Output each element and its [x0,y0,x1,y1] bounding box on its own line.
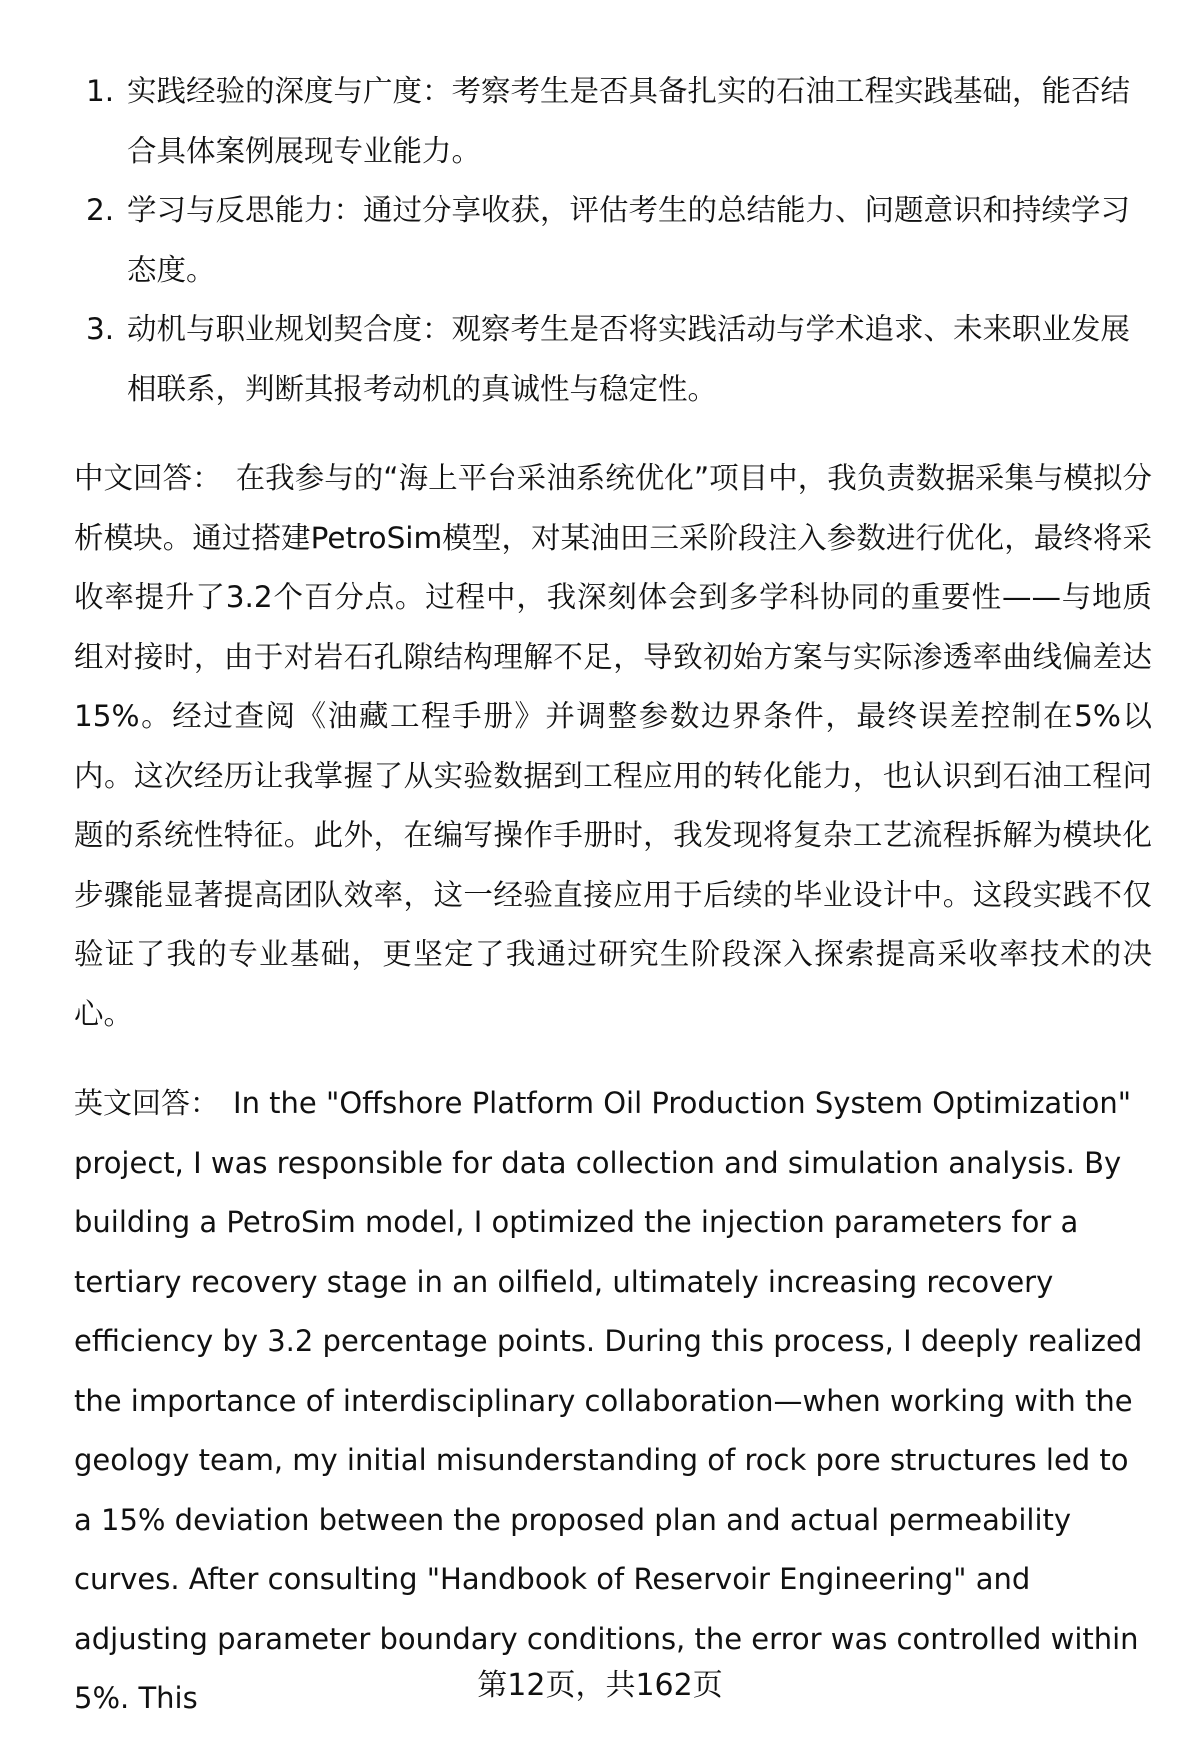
page-content [74,62,1152,1729]
list-item [74,181,1152,300]
list-item-text: 实践经验的深度与广度：考察考生是否具备扎实的石油工程实践基础，能否结合具体案例展现专业能力。 [127,74,1131,168]
list-item [74,300,1152,419]
chinese-answer-text: 在我参与的“海上平台采油系统优化”项目中，我负责数据采集与模拟分析模块。通过搭建PetroSim模型，对某油田三采阶段注入参数进行优化，最终将采收率提升了3.2个百分点。过程中，我深刻体会到多学科协同的重要性——与地质组对接时，由于对岩石孔隙结构理解不足，导致初始方案与实际渗透率曲线偏差达15%。经过查阅《油藏工程手册》并调整参数边界条件，最终误差控制在5%以内。这次经历让我掌握了从实验数据到工程应用的转化能力，也认识到石油工程问题的系统性特征。此外，在编写操作手册时，我发现将复杂工艺流程拆解为模块化步骤能显著提高团队效率，这一经验直接应用于后续的毕业设计中。这段实践不仅验证了我的专业基础，更坚定了我通过研究生阶段深入探索提高采收率技术的决心。 [74,461,1152,1031]
page-number-footer: 第12页，共162页 [477,1668,723,1703]
english-answer-label: 英文回答： [74,1086,220,1120]
list-item-number: 3. [86,312,115,346]
list-item-number: 1. [86,74,115,108]
list-item [74,62,1152,181]
chinese-answer-label: 中文回答： [74,461,222,495]
chinese-answer-paragraph [74,449,1152,1044]
list-item-text: 动机与职业规划契合度：观察考生是否将实践活动与学术追求、未来职业发展相联系，判断其报考动机的真诚性与稳定性。 [127,312,1131,406]
english-answer-paragraph [74,1074,1152,1729]
list-item-text: 学习与反思能力：通过分享收获，评估考生的总结能力、问题意识和持续学习态度。 [127,193,1131,287]
list-item-number: 2. [86,193,115,227]
criteria-list [74,62,1152,419]
english-answer-text: In the "Offshore Platform Oil Production System Optimization" project, I was responsible for data collection and simulation analysis. By building a PetroSim model, I optimized the injection parameters for a tertiary recovery stage in an oilfield, ultimately increasing recovery efficiency by 3.2 percentage points. During this process, I deeply realized the importance of interdisciplinary collaboration—when working with the geology team, my initial misunderstanding of rock pore structures led to a 15% deviation between the proposed plan and actual permeability curves. After consulting "Handbook of Reservoir Engineering" and adjusting parameter boundary conditions, the error was controlled within 5%. This [74,1086,1143,1715]
